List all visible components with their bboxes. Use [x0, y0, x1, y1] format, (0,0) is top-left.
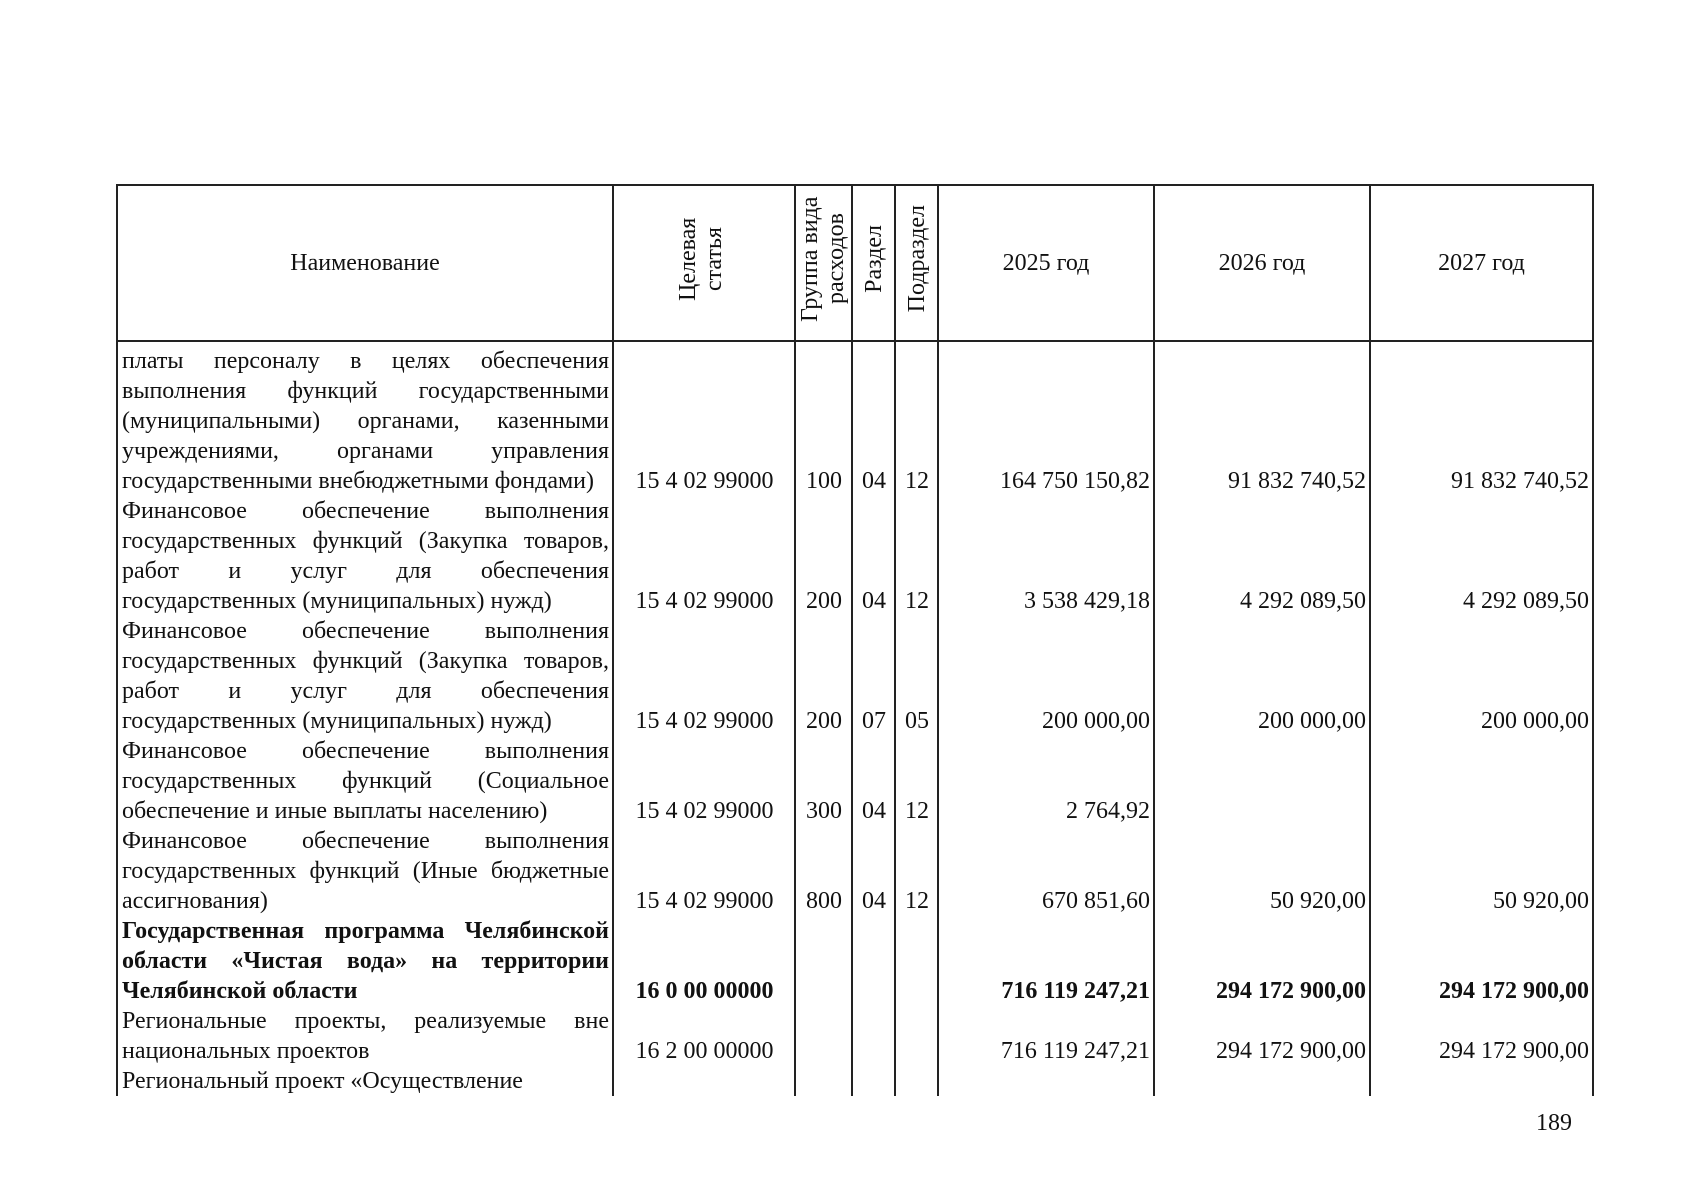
row-target-article: 15 4 02 99000	[613, 346, 795, 496]
header-year-2026: 2026 год	[1154, 185, 1370, 341]
row-section: 04	[852, 496, 895, 616]
header-target-article-label: Целевая статья	[675, 217, 727, 301]
table-row	[117, 346, 1593, 496]
row-amount-2027: 200 000,00	[1370, 616, 1593, 736]
table-row	[117, 496, 1593, 616]
header-row	[117, 185, 1593, 341]
row-name: Финансовое обеспечение выполнения государственных функций (Иные бюджетные ассигнования)	[117, 826, 613, 916]
row-subsection: 05	[895, 616, 938, 736]
row-amount-2026	[1154, 736, 1370, 826]
page-number: 189	[1536, 1110, 1572, 1136]
header-year-2025: 2025 год	[938, 185, 1154, 341]
row-amount-2026: 200 000,00	[1154, 616, 1370, 736]
row-section: 07	[852, 616, 895, 736]
budget-table-container	[116, 184, 1592, 1094]
row-expense-group: 100	[795, 346, 852, 496]
table-row	[117, 1006, 1593, 1066]
row-target-article	[613, 1066, 795, 1096]
row-amount-2026: 91 832 740,52	[1154, 346, 1370, 496]
table-row	[117, 1066, 1593, 1096]
row-amount-2027: 294 172 900,00	[1370, 1006, 1593, 1066]
header-section	[852, 185, 895, 341]
header-year-2027: 2027 год	[1370, 185, 1593, 341]
row-amount-2027	[1370, 736, 1593, 826]
row-expense-group: 200	[795, 616, 852, 736]
header-subsection	[895, 185, 938, 341]
row-expense-group: 300	[795, 736, 852, 826]
header-expense-group-label: Группа вида расходов	[796, 196, 849, 322]
header-section-label: Раздел	[860, 225, 887, 293]
row-subsection: 12	[895, 826, 938, 916]
row-subsection	[895, 1066, 938, 1096]
row-section	[852, 1006, 895, 1066]
row-expense-group	[795, 1006, 852, 1066]
row-amount-2027: 294 172 900,00	[1370, 916, 1593, 1006]
row-expense-group	[795, 1066, 852, 1096]
row-amount-2025: 3 538 429,18	[938, 496, 1154, 616]
row-amount-2025: 716 119 247,21	[938, 1006, 1154, 1066]
row-name: Государственная программа Челябинской области «Чистая вода» на территории Челябинской области	[117, 916, 613, 1006]
row-amount-2025: 2 764,92	[938, 736, 1154, 826]
row-amount-2025	[938, 1066, 1154, 1096]
row-section: 04	[852, 736, 895, 826]
row-expense-group	[795, 916, 852, 1006]
row-subsection: 12	[895, 736, 938, 826]
row-name: Региональный проект «Осуществление	[117, 1066, 613, 1096]
row-amount-2026: 294 172 900,00	[1154, 916, 1370, 1006]
row-amount-2027: 4 292 089,50	[1370, 496, 1593, 616]
row-subsection	[895, 916, 938, 1006]
table-row	[117, 616, 1593, 736]
row-name: Финансовое обеспечение выполнения государственных функций (Закупка товаров, работ и услуг для обеспечения государственных (муниципальных) нужд)	[117, 616, 613, 736]
row-amount-2025: 200 000,00	[938, 616, 1154, 736]
row-amount-2027: 91 832 740,52	[1370, 346, 1593, 496]
row-section	[852, 1066, 895, 1096]
row-amount-2027	[1370, 1066, 1593, 1096]
table-row	[117, 736, 1593, 826]
row-amount-2025: 670 851,60	[938, 826, 1154, 916]
budget-table	[116, 184, 1594, 1096]
row-section: 04	[852, 826, 895, 916]
row-name: платы персоналу в целях обеспечения выполнения функций государственными (муниципальными) органами, казенными учреждениями, органами управления государственными внебюджетными фондами)	[117, 346, 613, 496]
row-subsection	[895, 1006, 938, 1066]
row-amount-2026: 4 292 089,50	[1154, 496, 1370, 616]
table-row	[117, 826, 1593, 916]
row-target-article: 15 4 02 99000	[613, 496, 795, 616]
row-amount-2025: 716 119 247,21	[938, 916, 1154, 1006]
row-name: Финансовое обеспечение выполнения государственных функций (Закупка товаров, работ и услуг для обеспечения государственных (муниципальных) нужд)	[117, 496, 613, 616]
row-target-article: 15 4 02 99000	[613, 736, 795, 826]
row-amount-2026: 294 172 900,00	[1154, 1006, 1370, 1066]
header-name: Наименование	[117, 185, 613, 341]
header-subsection-label: Подраздел	[903, 205, 930, 313]
row-amount-2026	[1154, 1066, 1370, 1096]
row-amount-2027: 50 920,00	[1370, 826, 1593, 916]
row-section: 04	[852, 346, 895, 496]
row-section	[852, 916, 895, 1006]
row-target-article: 16 2 00 00000	[613, 1006, 795, 1066]
table-row-program	[117, 916, 1593, 1006]
header-target-article	[613, 185, 795, 341]
row-name: Финансовое обеспечение выполнения государственных функций (Социальное обеспечение и иные выплаты населению)	[117, 736, 613, 826]
row-target-article: 15 4 02 99000	[613, 616, 795, 736]
row-amount-2026: 50 920,00	[1154, 826, 1370, 916]
row-name: Региональные проекты, реализуемые вне национальных проектов	[117, 1006, 613, 1066]
header-expense-group	[795, 185, 852, 341]
row-target-article: 15 4 02 99000	[613, 826, 795, 916]
row-subsection: 12	[895, 496, 938, 616]
row-subsection: 12	[895, 346, 938, 496]
row-target-article: 16 0 00 00000	[613, 916, 795, 1006]
row-expense-group: 800	[795, 826, 852, 916]
row-expense-group: 200	[795, 496, 852, 616]
row-amount-2025: 164 750 150,82	[938, 346, 1154, 496]
